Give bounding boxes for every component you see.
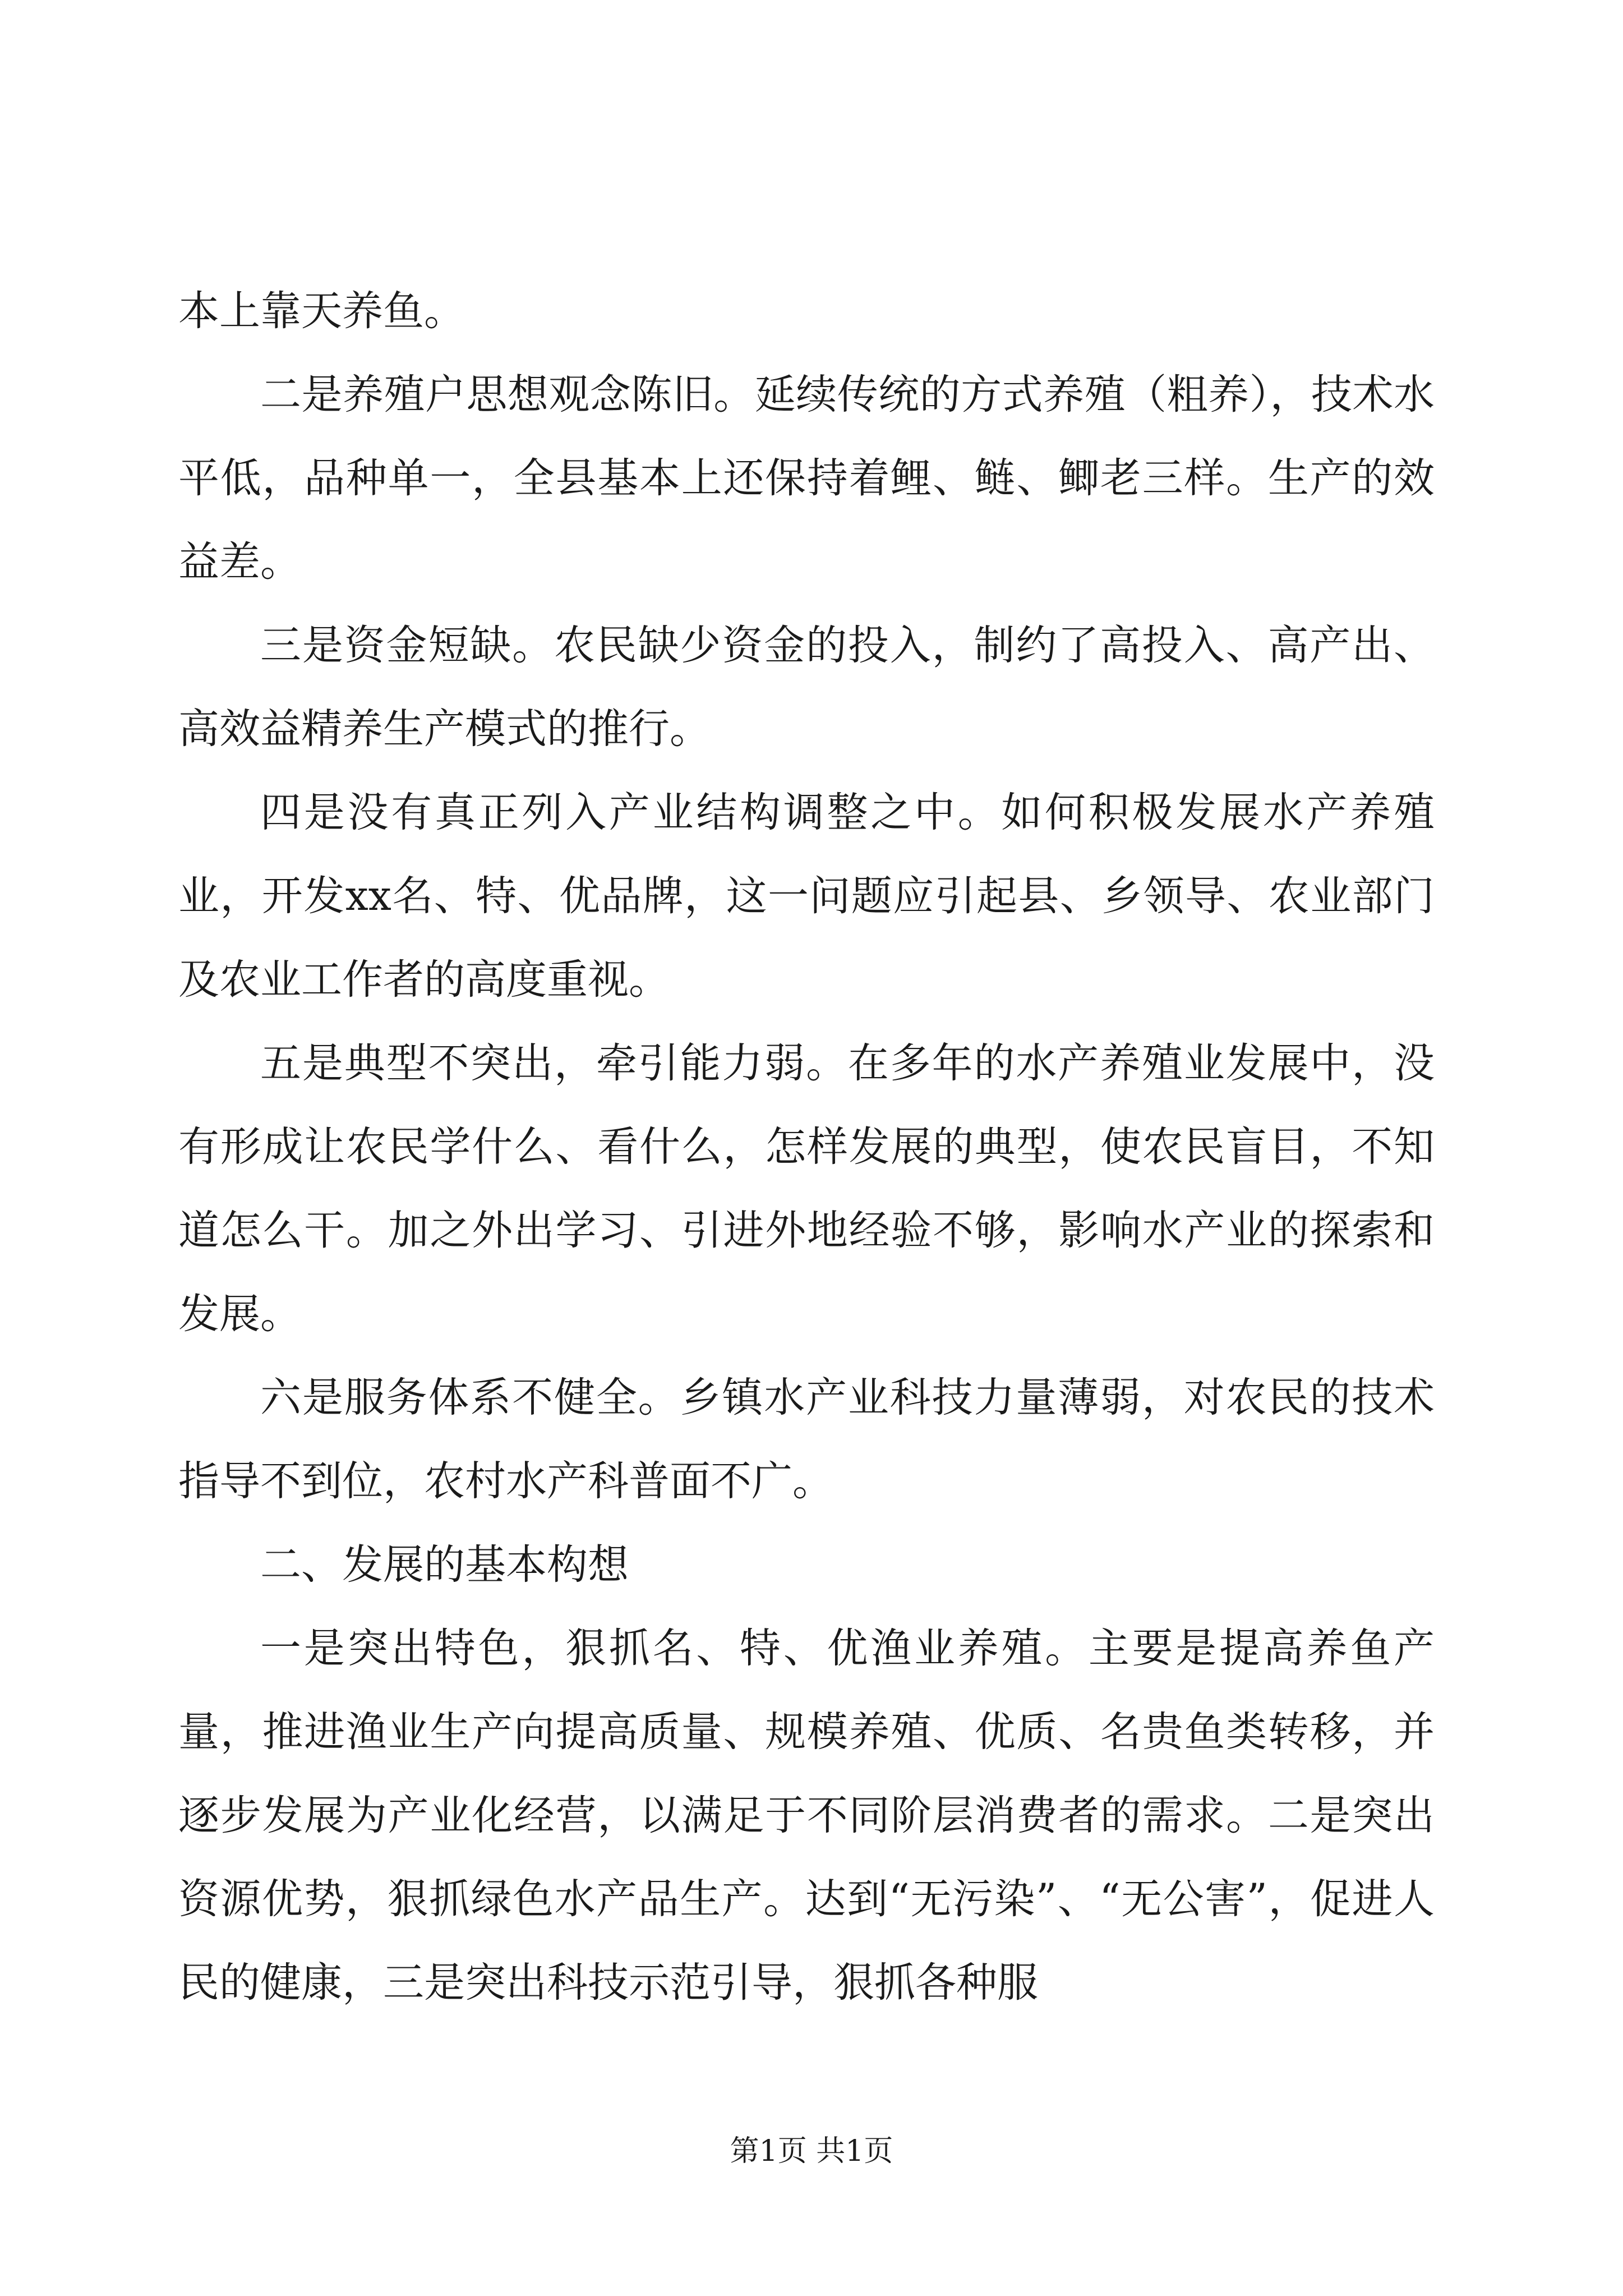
section-heading: 二、发展的基本构想 — [260, 1541, 629, 1589]
document-body — [178, 269, 1435, 2024]
paragraph-point-three: 三是资金短缺。农民缺少资金的投入，制约了高投入、高产出、高效益精养生产模式的推行。 — [178, 622, 1435, 753]
paragraph-point-five: 五是典型不突出，牵引能力弱。在多年的水产养殖业发展中，没有形成让农民学什么、看什么，怎样发展的典型，使农民盲目，不知道怎么干。加之外出学习、引进外地经验不够，影响水产业的探索和发展。 — [178, 1039, 1435, 1338]
paragraph-point-six: 六是服务体系不健全。乡镇水产业科技力量薄弱，对农民的技术指导不到位，农村水产科普面不广。 — [178, 1374, 1435, 1505]
paragraph-continuation: 本上靠天养鱼。 — [178, 287, 465, 335]
paragraph-point-four: 四是没有真正列入产业结构调整之中。如何积极发展水产养殖业，开发xx名、特、优品牌，这一问题应引起县、乡领导、农业部门及农业工作者的高度重视。 — [178, 789, 1435, 1004]
paragraph-development-ideas: 一是突出特色，狠抓名、特、优渔业养殖。主要是提高养鱼产量，推进渔业生产向提高质量、规模养殖、优质、名贵鱼类转移，并逐步发展为产业化经营，以满足于不同阶层消费者的需求。二是突出资源优势，狠抓绿色水产品生产。达到“无污染”、“无公害”，促进人民的健康，三是突出科技示范引导，狠抓各种服 — [178, 1625, 1435, 2007]
paragraph-point-two: 二是养殖户思想观念陈旧。延续传统的方式养殖（粗养），技术水平低，品种单一，全县基本上还保持着鲤、鲢、鲫老三样。生产的效益差。 — [178, 371, 1435, 586]
page-number-footer: 第1页 共1页 — [730, 2134, 893, 2168]
